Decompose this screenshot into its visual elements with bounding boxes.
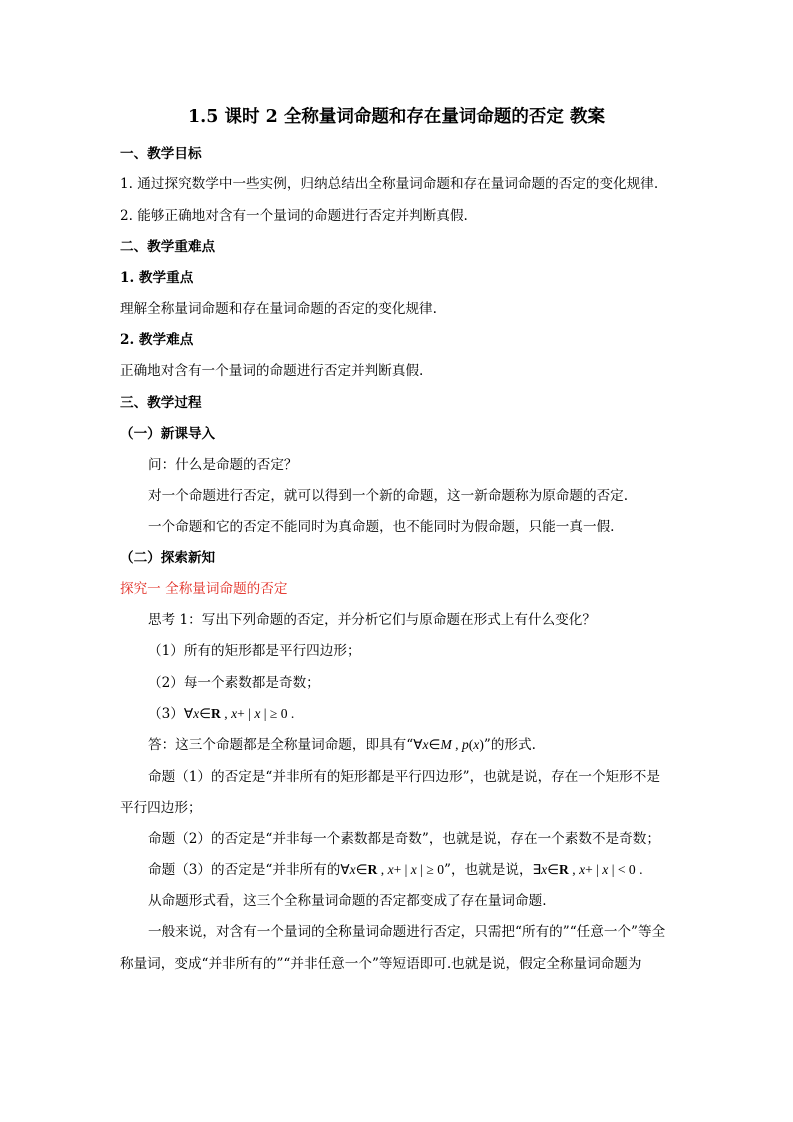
- negation-2: 命题（2）的否定是“并非每一个素数都是奇数”，也就是说，存在一个素数不是奇数；: [148, 831, 660, 847]
- negation-1-line-2: 平行四边形；: [120, 800, 202, 816]
- intro-paragraph-2: 一个命题和它的否定不能同时为真命题，也不能同时为假命题，只能一真一假.: [148, 519, 615, 535]
- section-heading-objectives: 一、教学目标: [120, 146, 202, 162]
- section-heading-process: 三、教学过程: [120, 395, 202, 411]
- formula-forall-x-in-R-2: ∀x∈R , x+ | x | ≥ 0: [340, 862, 445, 877]
- answer-line: [148, 735, 536, 755]
- negation-3: [148, 860, 643, 880]
- document-title: 1.5 课时 2 全称量词命题和存在量词命题的否定 教案: [188, 107, 605, 127]
- general-rule-line-2: 称量词，变成“并非所有的”“并非任意一个”等短语即可.也就是说，假定全称量词命题为: [120, 956, 642, 972]
- difficulty-text: 正确地对含有一个量词的命题进行否定并判断真假.: [120, 363, 424, 379]
- subheading-key-point: 1. 教学重点: [120, 270, 194, 286]
- objective-item-2: 2. 能够正确地对含有一个量词的命题进行否定并判断真假.: [120, 208, 468, 224]
- section-heading-key-points: 二、教学重难点: [120, 239, 216, 255]
- proposition-2: （2）每一个素数都是奇数；: [148, 675, 320, 691]
- key-point-text: 理解全称量词命题和存在量词命题的否定的变化规律.: [120, 301, 437, 317]
- general-rule-line-1: 一般来说，对含有一个量词的全称量词命题进行否定，只需把“所有的”“任意一个”等全: [148, 924, 666, 940]
- negation-3-mid: ”，也就是说，: [444, 862, 533, 878]
- negation-3-prefix: 命题（3）的否定是“并非所有的: [148, 862, 341, 878]
- intro-paragraph-1: 对一个命题进行否定，就可以得到一个新的命题，这一新命题称为原命题的否定.: [148, 488, 629, 504]
- explore-heading: 探究一 全称量词命题的否定: [120, 581, 288, 597]
- negation-1-line-1: 命题（1）的否定是“并非所有的矩形都是平行四边形”，也就是说，存在一个矩形不是: [148, 769, 660, 785]
- formula-general-form: ∀x∈M , p(x): [413, 737, 484, 752]
- objective-item-1: 1. 通过探究数学中一些实例，归纳总结出全称量词命题和存在量词命题的否定的变化规律.: [120, 176, 659, 192]
- answer-prefix: 答：这三个命题都是全称量词命题，即具有“: [148, 737, 414, 753]
- proposition-3-label: （3）: [148, 706, 184, 722]
- answer-suffix: ”的形式.: [483, 737, 536, 753]
- subheading-difficulty: 2. 教学难点: [120, 332, 194, 348]
- think-question-1: 思考 1：写出下列命题的否定，并分析它们与原命题在形式上有什么变化？: [148, 612, 596, 628]
- subheading-explore: （二）探索新知: [120, 550, 216, 566]
- intro-question: 问：什么是命题的否定？: [148, 457, 298, 473]
- formula-forall-x-in-R: ∀x∈R , x+ | x | ≥ 0 .: [183, 706, 295, 721]
- subheading-intro: （一）新课导入: [120, 426, 216, 442]
- formula-exists-x-in-R: ∃x∈R , x+ | x | < 0 .: [532, 862, 643, 877]
- proposition-1: （1）所有的矩形都是平行四边形；: [148, 643, 361, 659]
- conclusion-paragraph: 从命题形式看，这三个全称量词命题的否定都变成了存在量词命题.: [148, 893, 547, 909]
- proposition-3: [148, 704, 294, 724]
